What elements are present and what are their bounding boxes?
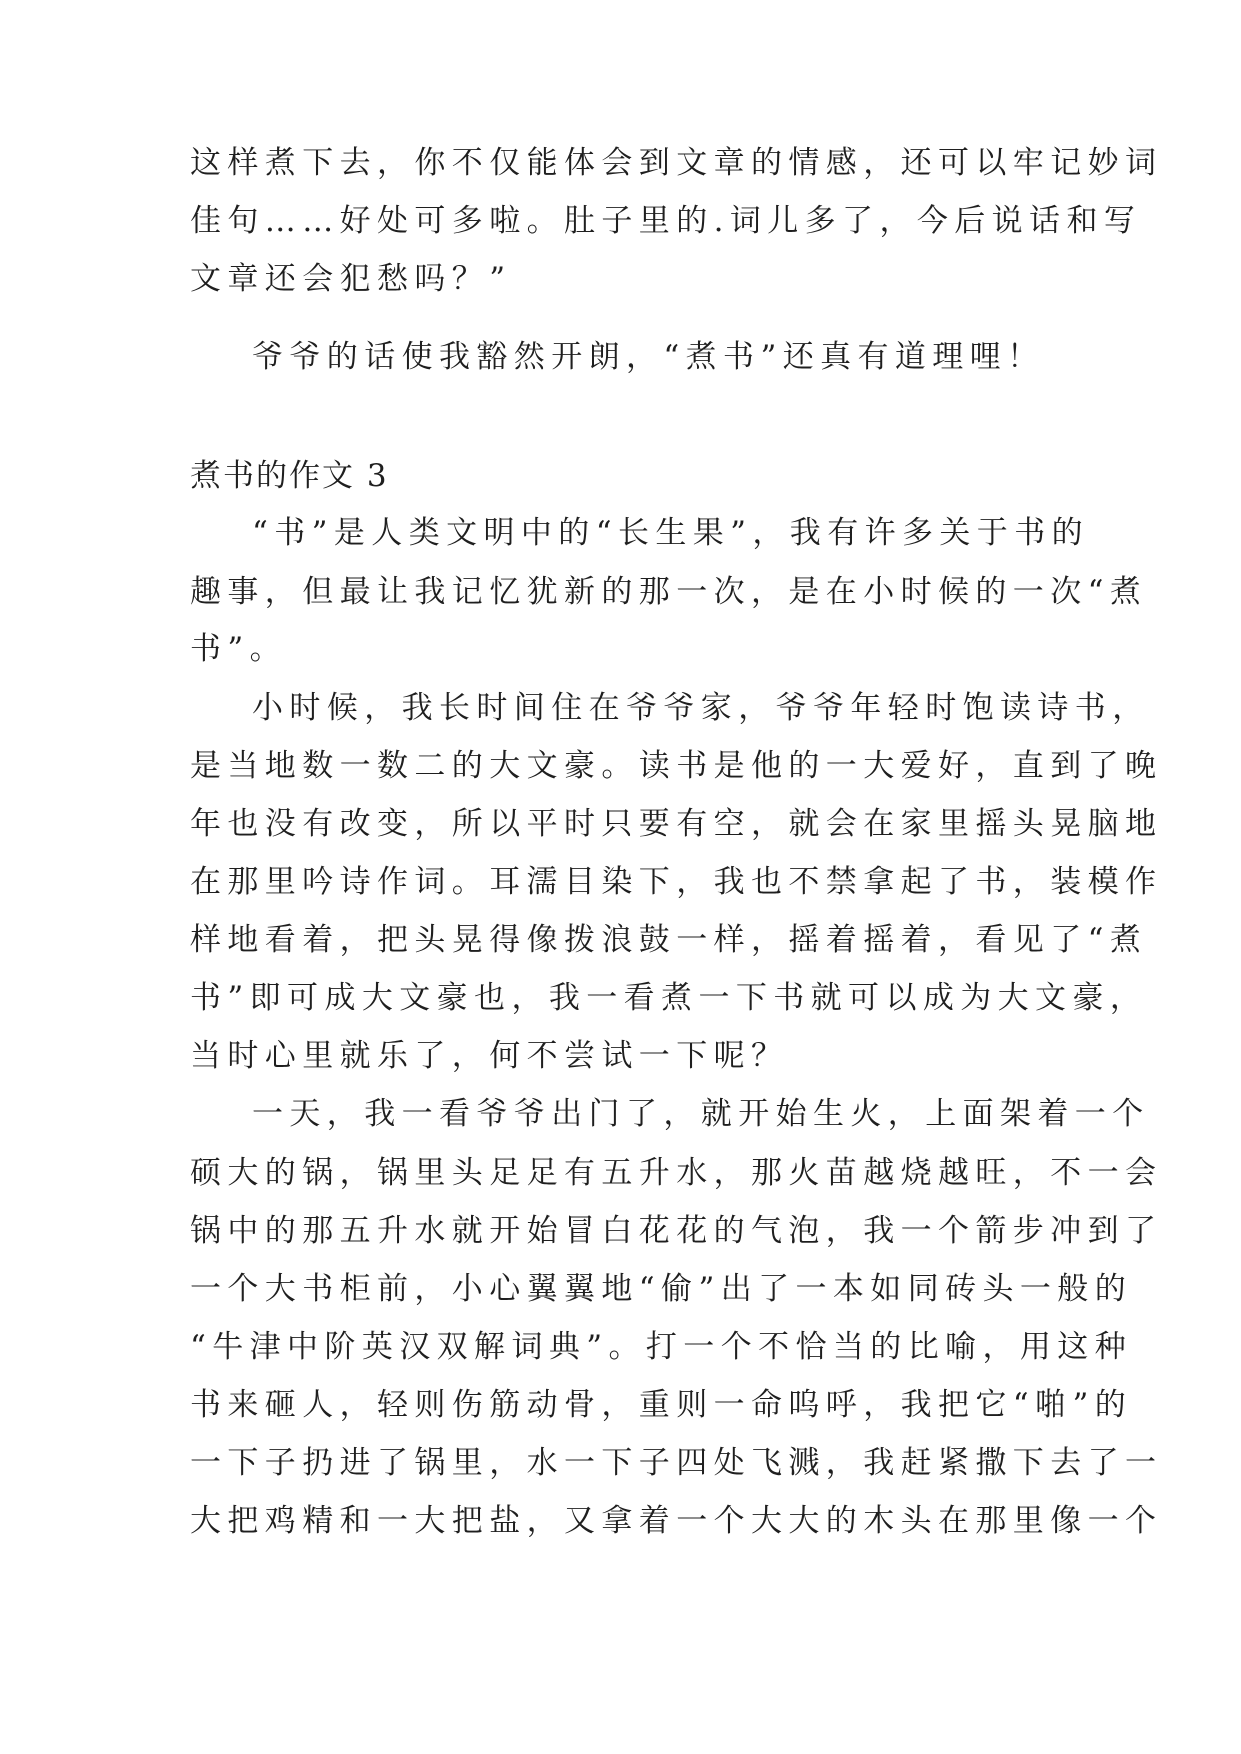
text-line: 佳句……好处可多啦。肚子里的.词儿多了，今后说话和写 <box>190 203 1142 239</box>
section-heading: 煮书的作文 3 <box>190 458 389 494</box>
text-line: 小时候，我长时间住在爷爷家，爷爷年轻时饱读诗书， <box>252 690 1150 726</box>
text-line: “牛津中阶英汉双解词典”。打一个不恰当的比喻，用这种 <box>190 1329 1133 1365</box>
text-line: 大把鸡精和一大把盐，又拿着一个大大的木头在那里像一个 <box>190 1503 1163 1539</box>
text-line: 爷爷的话使我豁然开朗，“煮书”还真有道理哩！ <box>252 339 1045 375</box>
text-line: 一个大书柜前，小心翼翼地“偷”出了一本如同砖头一般的 <box>190 1271 1133 1307</box>
text-line: 锅中的那五升水就开始冒白花花的气泡，我一个箭步冲到了 <box>190 1213 1163 1249</box>
text-line: 书”。 <box>190 631 288 667</box>
text-line: 一天，我一看爷爷出门了，就开始生火，上面架着一个 <box>252 1096 1150 1132</box>
text-line: 这样煮下去，你不仅能体会到文章的情感，还可以牢记妙词 <box>190 145 1163 181</box>
text-line: 书来砸人，轻则伤筋动骨，重则一命呜呼，我把它“啪”的 <box>190 1387 1133 1423</box>
text-line: 样地看着，把头晃得像拨浪鼓一样，摇着摇着，看见了“煮 <box>190 922 1148 958</box>
text-line: 一下子扔进了锅里，水一下子四处飞溅，我赶紧撒下去了一 <box>190 1445 1163 1481</box>
text-line: 是当地数一数二的大文豪。读书是他的一大爱好，直到了晚 <box>190 748 1163 784</box>
text-line: 硕大的锅，锅里头足足有五升水，那火苗越烧越旺，不一会 <box>190 1155 1163 1191</box>
text-line: “书”是人类文明中的“长生果”，我有许多关于书的 <box>252 515 1089 551</box>
text-line: 趣事，但最让我记忆犹新的那一次，是在小时候的一次“煮 <box>190 574 1148 610</box>
text-line: 书”即可成大文豪也，我一看煮一下书就可以成为大文豪， <box>190 980 1148 1016</box>
text-line: 在那里吟诗作词。耳濡目染下，我也不禁拿起了书，装模作 <box>190 864 1163 900</box>
text-line: 文章还会犯愁吗？” <box>190 261 512 297</box>
text-line: 年也没有改变，所以平时只要有空，就会在家里摇头晃脑地 <box>190 806 1163 842</box>
text-line: 当时心里就乐了，何不尝试一下呢？ <box>190 1038 789 1074</box>
